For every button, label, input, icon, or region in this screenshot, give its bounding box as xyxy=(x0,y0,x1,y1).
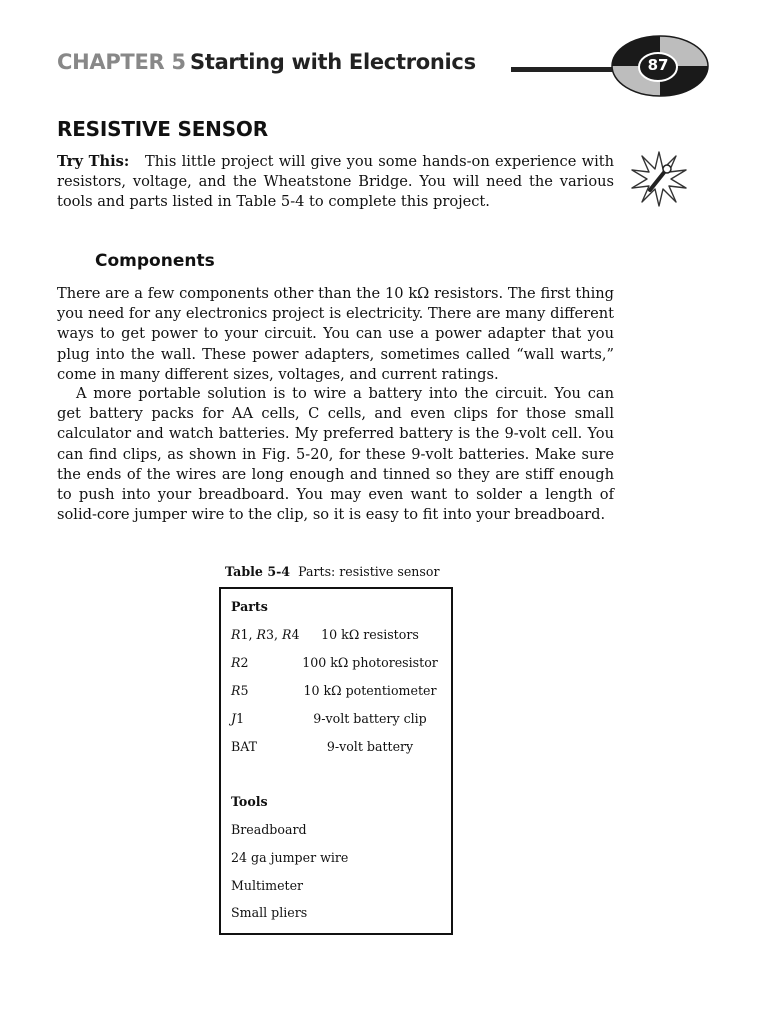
parts-table xyxy=(219,587,453,935)
chapter-title: Starting with Electronics xyxy=(190,50,476,74)
tool-item: Breadboard xyxy=(231,822,307,837)
part-desc: 9-volt battery xyxy=(326,739,414,754)
part-desc: 10 kΩ potentiometer xyxy=(303,683,437,698)
try-this-label: Try This: xyxy=(57,153,130,170)
tool-item: 24 ga jumper wire xyxy=(231,850,349,865)
tool-item: Multimeter xyxy=(231,878,304,893)
part-desc: 100 kΩ photoresistor xyxy=(302,655,438,670)
part-desc: 9-volt battery clip xyxy=(313,711,427,726)
table-caption-text: Parts: resistive sensor xyxy=(298,564,440,579)
chapter-label: CHAPTER 5 xyxy=(57,50,186,74)
table-caption xyxy=(225,564,439,579)
parts-heading: Parts xyxy=(231,599,268,614)
part-ref: BAT xyxy=(231,739,258,754)
part-ref: R1, R3, R4 xyxy=(231,627,300,642)
part-ref: R5 xyxy=(231,683,249,698)
part-desc: 10 kΩ resistors xyxy=(321,627,419,642)
table-caption-label: Table 5-4 xyxy=(225,564,291,579)
components-paragraph-1: There are a few components other than the 10 kΩ resistors. The first thing you need for any electronics project is electricity. There are many different ways to get power to your circuit. You can use a power adapter that you plug into the wall. These power adapters, sometimes called “wall warts,” come in many different sizes, voltages, and current ratings. xyxy=(57,285,614,383)
tool-item: Small pliers xyxy=(231,905,308,920)
part-ref: J1 xyxy=(231,711,245,726)
try-this-text: This little project will give you some hands-on experience with resistors, voltage, and the Wheatstone Bridge. You will need the various tools and parts listed in Table 5-4 to complete this project. xyxy=(57,153,614,211)
components-heading: Components xyxy=(95,251,215,271)
try-this-paragraph xyxy=(57,152,614,213)
tools-heading: Tools xyxy=(231,794,268,809)
components-paragraph-2: A more portable solution is to wire a battery into the circuit. You can get battery packs for AA cells, C cells, and even clips for those small calculator and watch batteries. My preferred battery is the 9-volt cell. You can find clips, as shown in Fig. 5-20, for these 9-volt batteries. Make sure the ends of the wires are long enough and tinned so they are stiff enough to push into your breadboard. You may even want to solder a length of solid-core jumper wire to the clip, so it is easy to fit into your breadboard. xyxy=(57,385,614,524)
section-title: RESISTIVE SENSOR xyxy=(57,117,268,141)
part-ref: R2 xyxy=(231,655,249,670)
starburst-wand-icon xyxy=(630,150,688,208)
page-number: 87 xyxy=(647,56,669,74)
